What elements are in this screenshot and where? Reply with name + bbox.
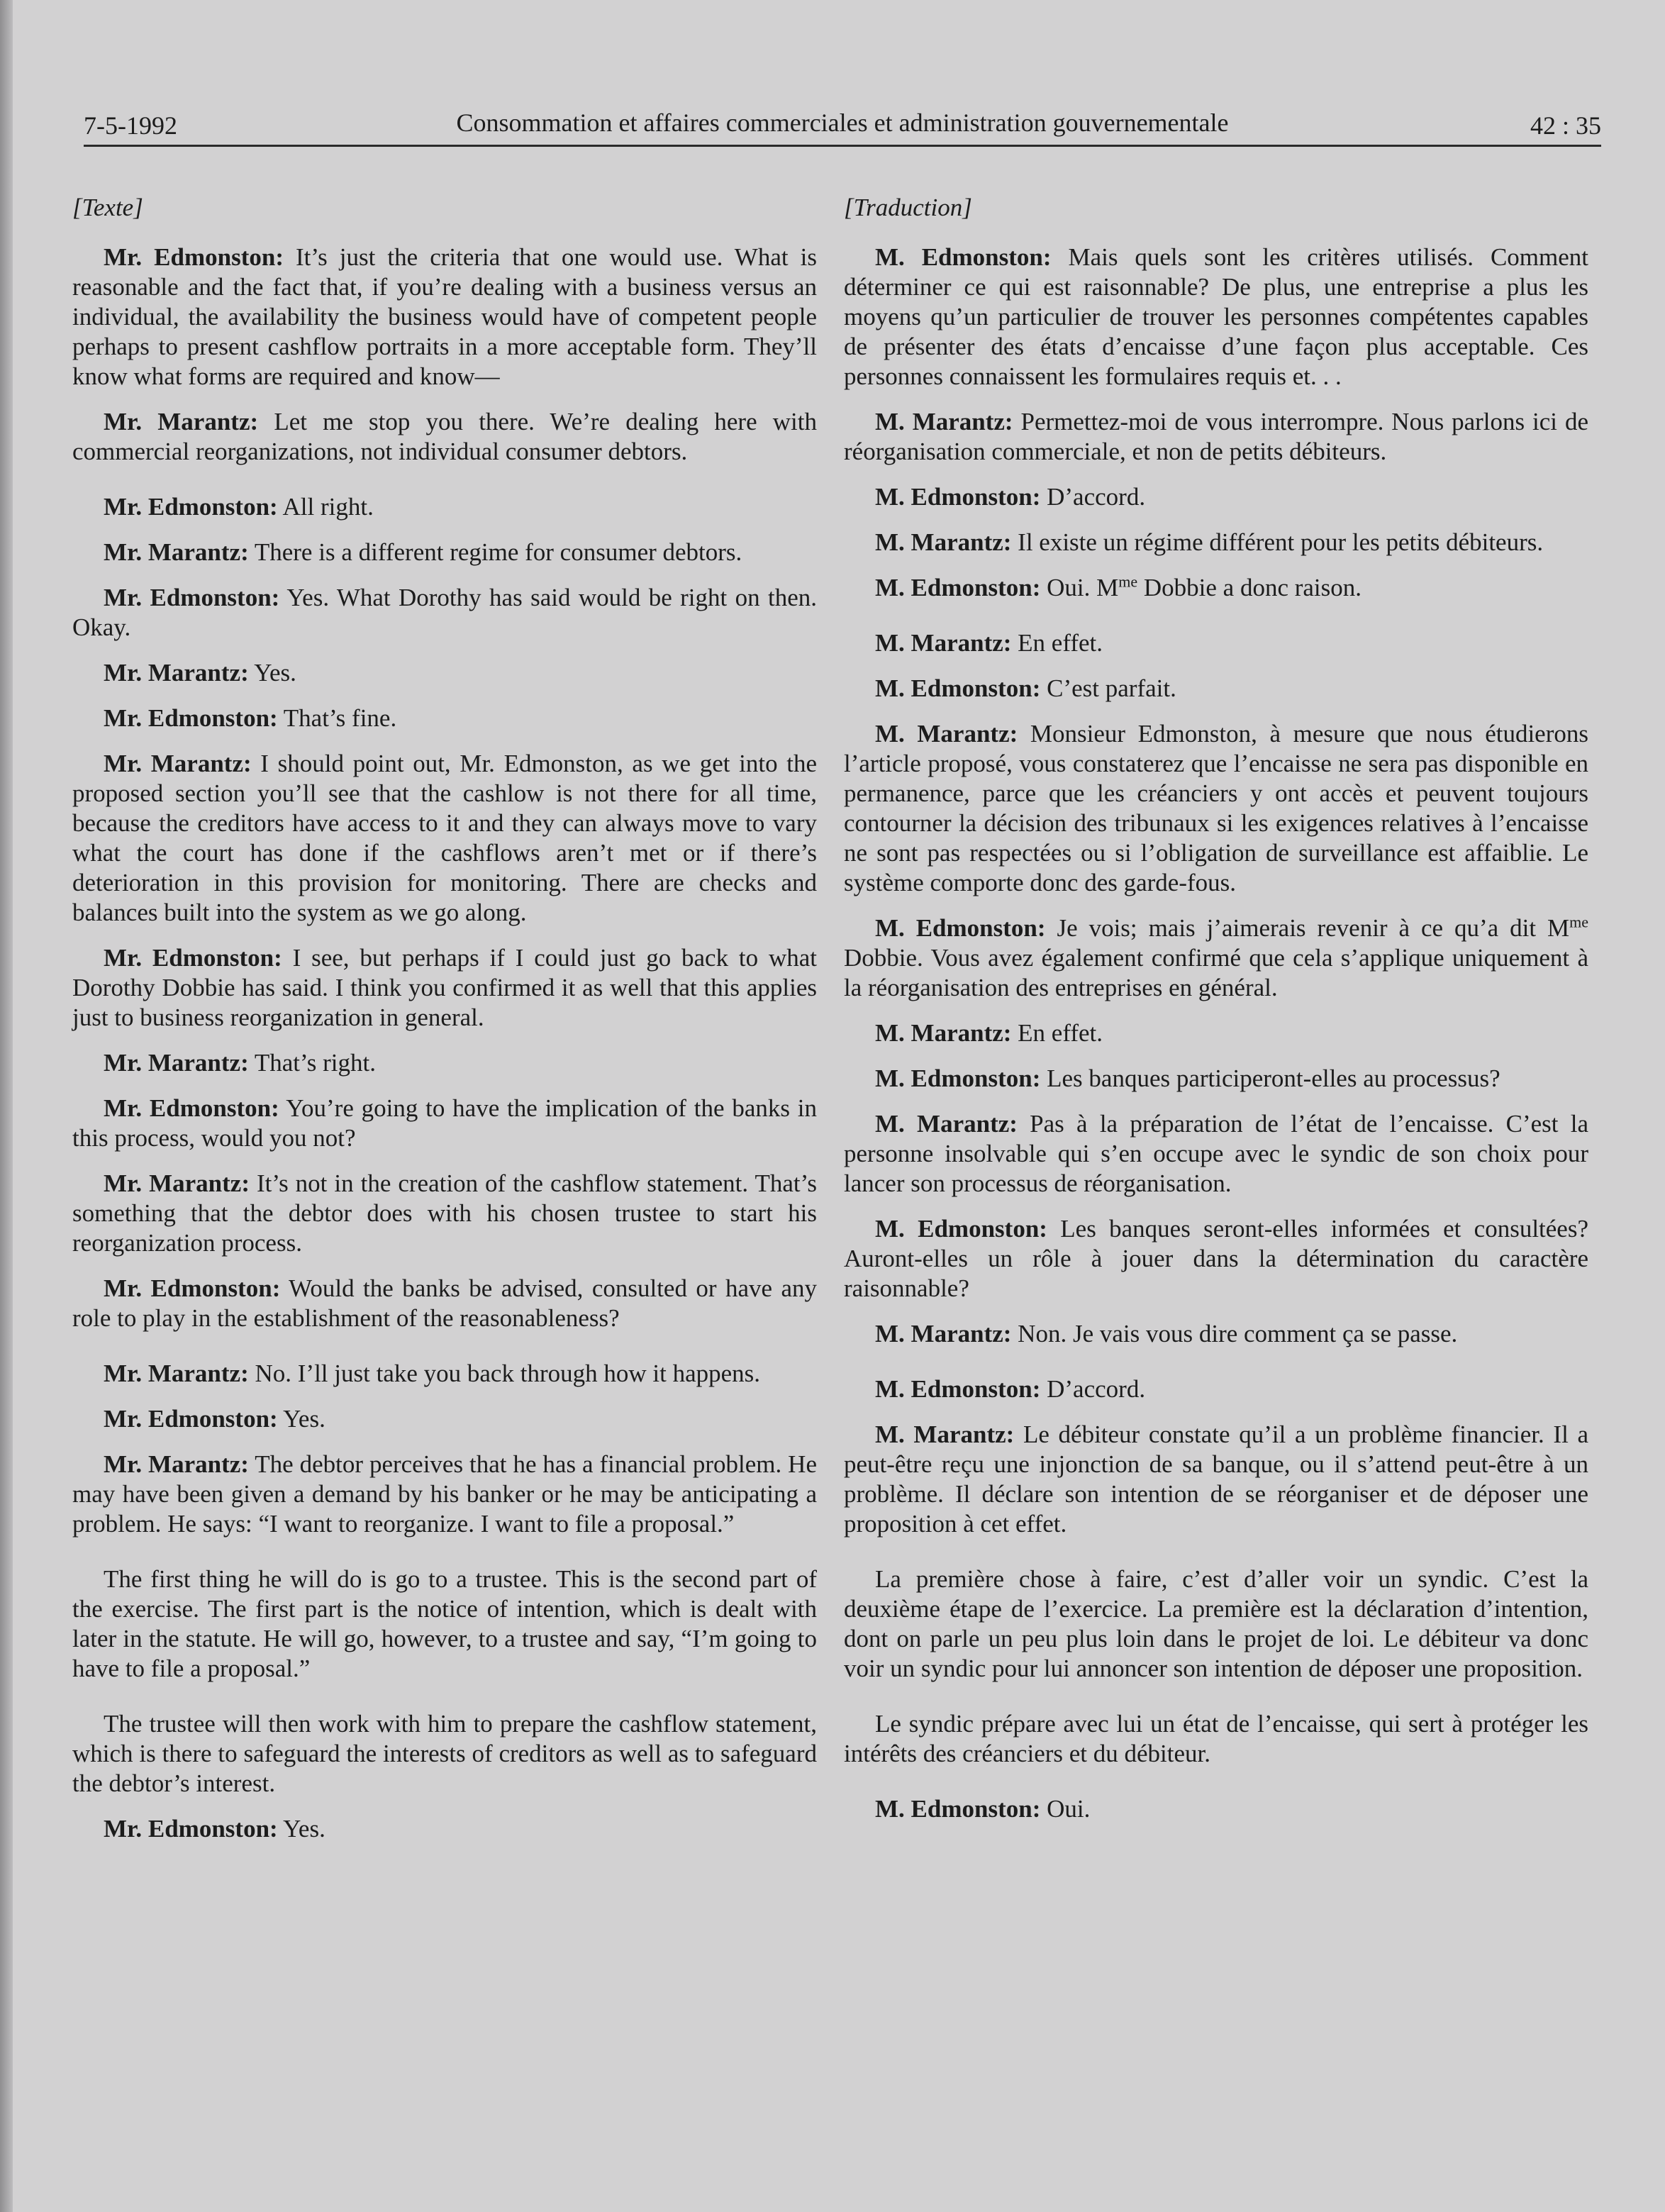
header-date: 7-5-1992 xyxy=(84,111,177,140)
speech-text: Les banques participeront-elles au processus? xyxy=(1040,1065,1500,1092)
speech-text: It’s just the criteria that one would use. What is reasonable and the fact that, if you’re dealing with a business versus an individual, the availability the business would have of competent people perhaps to present cashflow portraits in a more acceptable form. They’ll know what forms are required and know— xyxy=(72,243,817,390)
transcript-paragraph xyxy=(72,1450,817,1539)
speaker-name: Mr. Edmonston: xyxy=(104,1274,281,1302)
french-paragraphs xyxy=(844,243,1588,1824)
transcript-paragraph xyxy=(844,1794,1588,1824)
transcript-paragraph xyxy=(72,1564,817,1684)
speech-text: That’s fine. xyxy=(277,704,397,732)
transcript-paragraph xyxy=(72,1404,817,1434)
transcript-paragraph xyxy=(72,1094,817,1153)
transcript-paragraph xyxy=(72,407,817,467)
transcript-paragraph xyxy=(844,1374,1588,1404)
speech-text: Yes. xyxy=(277,1405,325,1433)
speaker-name: Mr. Marantz: xyxy=(104,1169,250,1197)
speech-text: En effet. xyxy=(1011,629,1103,657)
speaker-name: M. Marantz: xyxy=(875,1110,1018,1138)
transcript-paragraph xyxy=(844,1709,1588,1769)
speech-text: C’est parfait. xyxy=(1040,674,1176,702)
title-superscript: me xyxy=(1118,572,1138,591)
transcript-paragraph xyxy=(844,1564,1588,1684)
speech-text: D’accord. xyxy=(1040,1375,1146,1403)
transcript-paragraph xyxy=(844,482,1588,512)
transcript-paragraph xyxy=(72,1359,817,1389)
speech-text: D’accord. xyxy=(1040,483,1146,511)
speech-text: The trustee will then work with him to prepare the cashflow statement, which is there to safeguard the interests of creditors as well as to safeguard the debtor’s interest. xyxy=(72,1710,817,1797)
title-superscript: me xyxy=(1569,913,1588,931)
speaker-name: M. Edmonston: xyxy=(875,243,1052,271)
speech-text: Permettez-moi de vous interrompre. Nous parlons ici de réorganisation commerciale, et non de petits débiteurs. xyxy=(844,408,1588,465)
transcript-paragraph xyxy=(844,1109,1588,1199)
transcript-paragraph xyxy=(844,573,1588,603)
speaker-name: Mr. Edmonston: xyxy=(104,584,280,611)
transcript-paragraph xyxy=(844,1018,1588,1048)
speaker-name: Mr. Marantz: xyxy=(104,538,249,566)
transcript-paragraph xyxy=(72,583,817,643)
speech-text: I see, but perhaps if I could just go back to what Dorothy Dobbie has said. I think you confirmed it as well that this applies just to business reorganization in general. xyxy=(72,944,818,1031)
transcript-paragraph xyxy=(72,1274,817,1333)
speaker-name: M. Marantz: xyxy=(875,629,1012,657)
speech-text: La première chose à faire, c’est d’aller voir un syndic. C’est la deuxième étape de l’exercice. La première est la déclaration d’intention, dont on parle un peu plus loin dans le projet de loi. Le débiteur va donc voir un syndic pour lui annoncer son intention de déposer une proposition. xyxy=(844,1565,1588,1682)
french-column xyxy=(844,193,1588,1840)
speaker-name: Mr. Edmonston: xyxy=(104,1094,279,1122)
speaker-name: Mr. Marantz: xyxy=(104,408,259,435)
section-label: [Texte] xyxy=(72,194,143,221)
transcript-paragraph xyxy=(844,1214,1588,1304)
transcript-paragraph xyxy=(844,913,1588,1003)
speech-text-continued: Dobbie a donc raison. xyxy=(1137,574,1362,601)
speaker-name: M. Marantz: xyxy=(875,720,1018,747)
transcript-paragraph xyxy=(72,749,817,928)
speech-text: Il existe un régime différent pour les petits débiteurs. xyxy=(1011,528,1544,556)
speech-text: The first thing he will do is go to a trustee. This is the second part of the exercise. The first part is the notice of intention, which is dealt with later in the statute. He will go, however, to a trustee and say, “I’m going to have to file a proposal.” xyxy=(72,1565,817,1682)
english-column xyxy=(72,193,817,1860)
speaker-name: Mr. Edmonston: xyxy=(104,944,282,972)
speaker-name: M. Marantz: xyxy=(875,1421,1015,1448)
speech-text: That’s right. xyxy=(248,1049,376,1077)
transcript-paragraph xyxy=(844,1420,1588,1539)
speech-text: You’re going to have the implication of the banks in this process, would you not? xyxy=(72,1094,817,1152)
transcript-paragraph xyxy=(844,674,1588,704)
speech-text: Would the banks be advised, consulted or have any role to play in the establishment of the reasonableness? xyxy=(72,1274,817,1332)
speech-text-continued: Dobbie. Vous avez également confirmé que cela s’applique uniquement à la réorganisation des entreprises en général. xyxy=(844,944,1588,1001)
transcript-paragraph xyxy=(844,243,1588,391)
speech-text: Les banques seront-elles informées et consultées? Auront-elles un rôle à jouer dans la détermination du caractère raisonnable? xyxy=(844,1215,1588,1302)
speech-text: Yes. xyxy=(248,659,296,687)
speaker-name: Mr. Marantz: xyxy=(104,1450,249,1478)
speaker-name: M. Edmonston: xyxy=(875,1795,1041,1823)
section-label: [Traduction] xyxy=(844,194,972,221)
speaker-name: M. Marantz: xyxy=(875,1019,1012,1047)
speaker-name: M. Edmonston: xyxy=(875,914,1046,942)
transcript-paragraph xyxy=(72,492,817,522)
transcript-paragraph xyxy=(844,1064,1588,1094)
english-paragraphs xyxy=(72,243,817,1844)
speech-text: Oui. M xyxy=(1040,574,1119,601)
speech-text: I should point out, Mr. Edmonston, as we get into the proposed section you’ll see that the cashlow is not there for all time, because the creditors have access to it and they can always move to vary what the court has done if the cashflows aren’t met or if there’s deterioration in this provision for monitoring. There are checks and balances built into the system as we go along. xyxy=(72,750,817,926)
transcript-paragraph xyxy=(72,1169,817,1258)
book-spine-shadow xyxy=(0,0,13,2212)
speech-text: Mais quels sont les critères utilisés. Comment déterminer ce qui est raisonnable? De plus, une entreprise a plus les moyens qu’un particulier de trouver les personnes compétentes capables de présenter des états d’encaisse d’une façon plus acceptable. Ces personnes connaissent les formulaires requis et. . . xyxy=(844,243,1588,390)
transcript-paragraph xyxy=(844,528,1588,557)
speech-text: Yes. xyxy=(277,1815,325,1843)
speech-text: Let me stop you there. We’re dealing here with commercial reorganizations, not individual consumer debtors. xyxy=(72,408,817,465)
speech-text: Oui. xyxy=(1040,1795,1091,1823)
transcript-paragraph xyxy=(72,704,817,733)
speaker-name: Mr. Marantz: xyxy=(104,1360,249,1387)
speech-text: Non. Je vais vous dire comment ça se passe. xyxy=(1011,1320,1458,1347)
speaker-name: Mr. Edmonston: xyxy=(104,704,278,732)
speech-text: Le syndic prépare avec lui un état de l’encaisse, qui sert à protéger les intérêts des créanciers et du débiteur. xyxy=(844,1710,1588,1767)
speech-text: Yes. What Dorothy has said would be right on then. Okay. xyxy=(72,584,817,641)
transcript-paragraph xyxy=(844,407,1588,467)
speech-text: Monsieur Edmonston, à mesure que nous étudierons l’article proposé, vous constaterez que l’encaisse ne sera pas disponible en permanence, parce que les créanciers y ont accès et peuvent toujours contourner la décision des tribunaux si les exigences relatives à l’encaisse ne sont pas respectées ou si l’obligation de surveillance est affaiblie. Le système comporte donc des garde-fous. xyxy=(844,720,1588,896)
speaker-name: M. Edmonston: xyxy=(875,674,1041,702)
speaker-name: M. Edmonston: xyxy=(875,1215,1047,1243)
speech-text: It’s not in the creation of the cashflow statement. That’s something that the debtor does with his chosen trustee to start his reorganization process. xyxy=(72,1169,817,1257)
transcript-paragraph xyxy=(844,719,1588,898)
speaker-name: Mr. Marantz: xyxy=(104,659,249,687)
transcript-paragraph xyxy=(72,1814,817,1844)
transcript-paragraph xyxy=(844,628,1588,658)
transcript-paragraph xyxy=(72,1048,817,1078)
speaker-name: Mr. Marantz: xyxy=(104,750,252,777)
transcript-paragraph xyxy=(72,658,817,688)
header-title: Consommation et affaires commerciales et administration gouvernementale xyxy=(456,109,1229,137)
speech-text: Le débiteur constate qu’il a un problème financier. Il a peut-être reçu une injonction de sa banque, ou il s’attend peut-être à un problème. Il déclare son intention de se réorganiser et de déposer une proposition à cet effet. xyxy=(844,1421,1589,1538)
speaker-name: M. Marantz: xyxy=(875,528,1012,556)
speaker-name: M. Marantz: xyxy=(875,1320,1012,1347)
speaker-name: M. Edmonston: xyxy=(875,574,1041,601)
speech-text: There is a different regime for consumer debtors. xyxy=(248,538,742,566)
transcript-paragraph xyxy=(72,943,817,1033)
speaker-name: Mr. Marantz: xyxy=(104,1049,249,1077)
page-header xyxy=(84,106,1601,147)
speech-text: Pas à la préparation de l’état de l’encaisse. C’est la personne insolvable qui s’en occupe avec le syndic de son choix pour lancer son processus de réorganisation. xyxy=(844,1110,1588,1197)
speech-text: All right. xyxy=(277,493,374,521)
speech-text: No. I’ll just take you back through how it happens. xyxy=(248,1360,761,1387)
speech-text: En effet. xyxy=(1011,1019,1103,1047)
speech-text: Je vois; mais j’aimerais revenir à ce qu’a dit M xyxy=(1045,914,1570,942)
speech-text: The debtor perceives that he has a financial problem. He may have been given a demand by his banker or he may be anticipating a problem. He says: “I want to reorganize. I want to file a proposal.” xyxy=(72,1450,817,1538)
speaker-name: Mr. Edmonston: xyxy=(104,1815,278,1843)
speaker-name: M. Edmonston: xyxy=(875,1065,1041,1092)
speaker-name: Mr. Edmonston: xyxy=(104,1405,278,1433)
transcript-paragraph xyxy=(72,538,817,567)
speaker-name: Mr. Edmonston: xyxy=(104,493,278,521)
transcript-paragraph xyxy=(72,1709,817,1799)
speaker-name: M. Edmonston: xyxy=(875,1375,1041,1403)
transcript-paragraph xyxy=(844,1319,1588,1349)
speaker-name: M. Edmonston: xyxy=(875,483,1041,511)
speaker-name: M. Marantz: xyxy=(875,408,1013,435)
page-number: 42 : 35 xyxy=(1530,111,1601,140)
transcript-paragraph xyxy=(72,243,817,391)
speaker-name: Mr. Edmonston: xyxy=(104,243,284,271)
